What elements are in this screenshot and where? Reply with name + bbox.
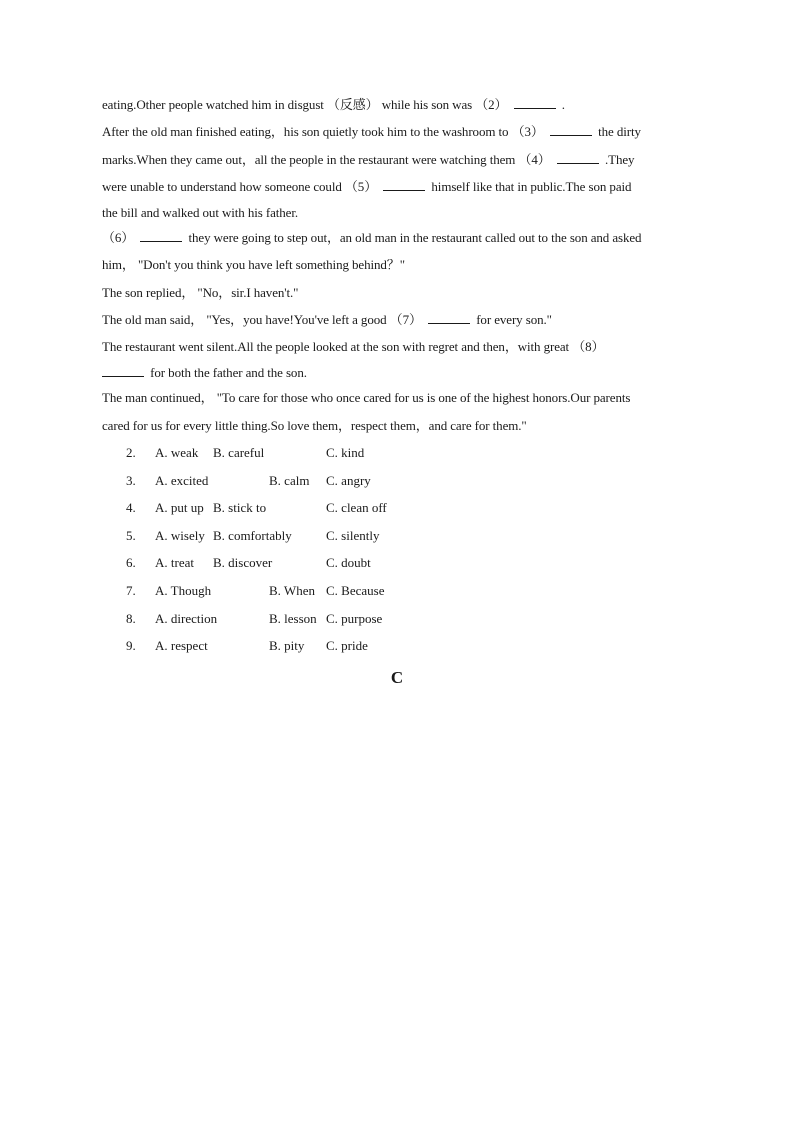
passage-text: for every son." [476,312,552,327]
passage-text: himself like that in public.The son paid [431,179,632,194]
passage-text: were unable to understand how someone could （5） [102,179,378,194]
passage-line-5: the bill and walked out with his father. [102,205,299,220]
option-b[interactable]: B. pity [269,638,305,653]
passage-line-3 [102,152,634,168]
option-b[interactable]: B. calm [269,473,310,488]
option-c[interactable]: C. pride [326,638,368,653]
option-b[interactable]: B. discover [213,555,273,570]
option-c[interactable]: C. clean off [326,500,387,515]
answer-blank-6[interactable] [140,230,182,242]
question-number: 8. [126,611,136,626]
passage-text: . [561,97,565,112]
option-a[interactable]: A. direction [155,611,218,626]
passage-line-7: him， "Don't you think you have left something behind？" [102,257,405,272]
option-b[interactable]: B. comfortably [213,528,292,543]
passage-line-12: The man continued， "To care for those who once cared for us is one of the highest honors.Our parents [102,390,631,405]
passage-text: After the old man finished eating，his son quietly took him to the washroom to （3） [102,124,544,139]
option-c[interactable]: C. purpose [326,611,383,626]
answer-blank-3[interactable] [550,124,592,136]
passage-line-11 [102,365,307,381]
passage-line-10: The restaurant went silent.All the people looked at the son with regret and then，with great （8） [102,339,605,354]
passage-line-8: The son replied， "No，sir.I haven't." [102,285,299,300]
question-number: 5. [126,528,136,543]
question-number: 4. [126,500,136,515]
option-c[interactable]: C. doubt [326,555,371,570]
passage-text: The old man said， "Yes，you have!You've left a good （7） [102,312,422,327]
option-c[interactable]: C. silently [326,528,380,543]
option-b[interactable]: B. When [269,583,315,598]
passage-text: （6） [102,230,135,245]
passage-line-13: cared for us for every little thing.So love them，respect them，and care for them." [102,418,527,433]
passage-text: they were going to step out，an old man in the restaurant called out to the son and asked [188,230,642,245]
answer-blank-2[interactable] [514,97,556,109]
answer-blank-4[interactable] [557,152,599,164]
option-a[interactable]: A. Though [155,583,212,598]
option-b[interactable]: B. lesson [269,611,317,626]
option-a[interactable]: A. treat [155,555,194,570]
passage-line-6 [102,230,641,246]
question-number: 2. [126,445,136,460]
passage-text: eating.Other people watched him in disgust （反感） while his son was （2） [102,97,508,112]
question-number: 9. [126,638,136,653]
passage-line-4 [102,179,631,195]
section-heading: C [390,668,404,687]
option-a[interactable]: A. put up [155,500,204,515]
question-number: 3. [126,473,136,488]
passage-text: for both the father and the son. [150,365,307,380]
answer-blank-5[interactable] [383,179,425,191]
option-c[interactable]: C. kind [326,445,365,460]
question-number: 7. [126,583,136,598]
option-a[interactable]: A. wisely [155,528,205,543]
question-number: 6. [126,555,136,570]
option-a[interactable]: A. respect [155,638,208,653]
passage-text: the dirty [598,124,641,139]
option-a[interactable]: A. weak [155,445,199,460]
answer-blank-7[interactable] [428,312,470,324]
passage-line-9 [102,312,552,328]
answer-blank-8[interactable] [102,365,144,377]
option-b[interactable]: B. stick to [213,500,267,515]
option-a[interactable]: A. excited [155,473,209,488]
passage-text: marks.When they came out，all the people in the restaurant were watching them （4） [102,152,551,167]
option-c[interactable]: C. angry [326,473,371,488]
passage-line-1 [102,97,565,113]
option-c[interactable]: C. Because [326,583,385,598]
passage-line-2 [102,124,641,140]
option-b[interactable]: B. careful [213,445,265,460]
passage-text: .They [604,152,635,167]
